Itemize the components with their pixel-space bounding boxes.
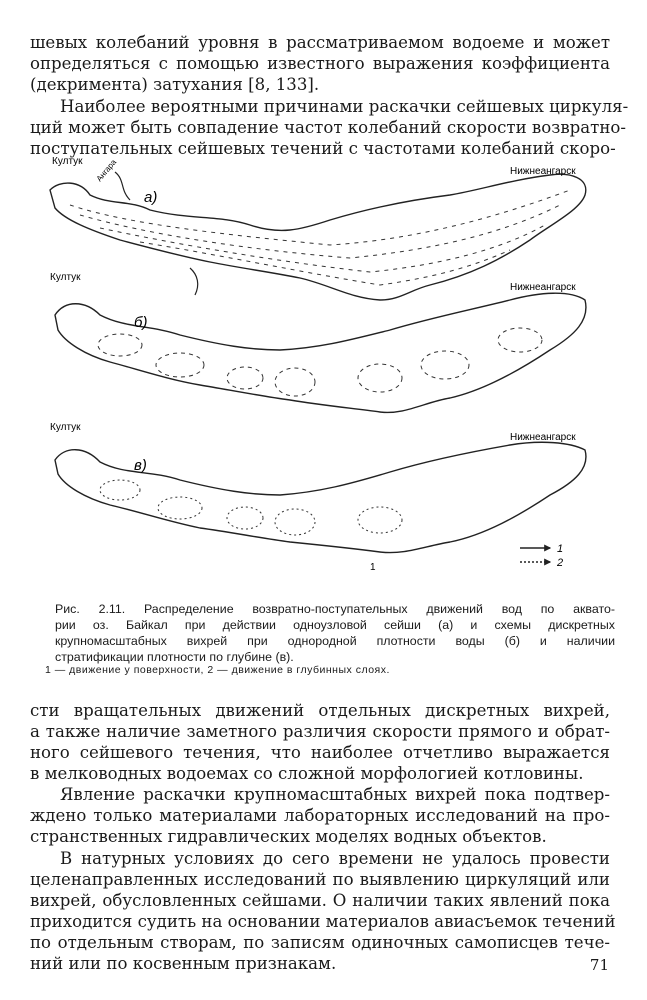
text-line: ний или по косвенным признакам. bbox=[30, 954, 337, 973]
panel-a-west-label: Култук bbox=[52, 156, 83, 167]
caption-line: стратификации плотности по глубине (в). bbox=[55, 650, 294, 664]
text-line: поступательных сейшевых течений с частотами колебаний скоро- bbox=[30, 139, 616, 158]
text-line: приходится судить на основании материалов авиасъемок течений bbox=[30, 912, 616, 931]
text-line: Наиболее вероятными причинами раскачки сейшевых циркуля- bbox=[60, 97, 629, 116]
legend-2: 2 bbox=[557, 557, 564, 569]
panel-a-map bbox=[50, 172, 586, 300]
page-number: 71 bbox=[589, 956, 609, 974]
figure-caption bbox=[55, 601, 615, 665]
text-line: Явление раскачки крупномасштабных вихрей пока подтвер- bbox=[60, 785, 610, 804]
text-line: ждено только материалами лабораторных исследований на про- bbox=[30, 806, 610, 825]
text-line: определяться с помощью известного выражения коэффициента bbox=[30, 54, 610, 73]
text-line: ций может быть совпадение частот колебаний скорости возвратно- bbox=[30, 118, 627, 137]
text-line: целенаправленных исследований по выявлению циркуляций или bbox=[30, 870, 610, 889]
panel-b-map bbox=[55, 293, 586, 412]
panel-a-river-angara: Ангара bbox=[94, 157, 119, 184]
text-line: сти вращательных движений отдельных дискретных вихрей, bbox=[30, 701, 610, 720]
baikal-figure bbox=[30, 150, 620, 590]
text-line: в мелководных водоемах со сложной морфологией котловины. bbox=[30, 764, 584, 783]
text-line: шевых колебаний уровня в рассматриваемом водоеме и может bbox=[30, 33, 610, 52]
body-paragraph-2 bbox=[30, 784, 610, 847]
panel-a-letter: а) bbox=[144, 189, 158, 206]
caption-line: рии оз. Байкал при действии одноузловой сейши (а) и схемы дискретных bbox=[55, 618, 615, 632]
legend-1: 1 bbox=[557, 543, 564, 555]
figure-legend bbox=[520, 543, 563, 569]
panel-c-east-label: Нижнеангарск bbox=[510, 432, 576, 443]
body-paragraph-1 bbox=[30, 700, 610, 784]
panel-b-west-label: Култук bbox=[50, 272, 81, 283]
panel-b-east-label: Нижнеангарск bbox=[510, 282, 576, 293]
text-line: (декримента) затухания [8, 133]. bbox=[30, 75, 320, 94]
caption-line: крупномасштабных вихрей при однородной плотности воды (б) и наличии bbox=[55, 634, 615, 648]
panel-a-east-label: Нижнеангарск bbox=[510, 166, 576, 177]
panel-c-west-label: Култук bbox=[50, 422, 81, 433]
panel-b-letter: б) bbox=[134, 314, 148, 331]
text-line: ного сейшевого течения, что наиболее отчетливо выражается bbox=[30, 743, 610, 762]
panel-c-letter: в) bbox=[134, 457, 147, 474]
text-line: по отдельным створам, по записям одиночных самописцев тече- bbox=[30, 933, 610, 952]
text-line: вихрей, обусловленных сейшами. О наличии таких явлений пока bbox=[30, 891, 610, 910]
caption-line: Рис. 2.11. Распределение возвратно-поступательных движений вод по аквато- bbox=[55, 602, 615, 616]
extra-mark: 1 bbox=[370, 562, 376, 573]
body-paragraph-3 bbox=[30, 848, 616, 974]
text-line: а также наличие заметного различия скорости прямого и обрат- bbox=[30, 722, 610, 741]
text-line: В натурных условиях до сего времени не удалось провести bbox=[60, 849, 610, 868]
caption-legend-note: 1 — движение у поверхности, 2 — движение в глубинных слоях. bbox=[45, 664, 390, 676]
top-paragraph bbox=[30, 32, 610, 95]
text-line: странственных гидравлических моделях водных объектов. bbox=[30, 827, 547, 846]
